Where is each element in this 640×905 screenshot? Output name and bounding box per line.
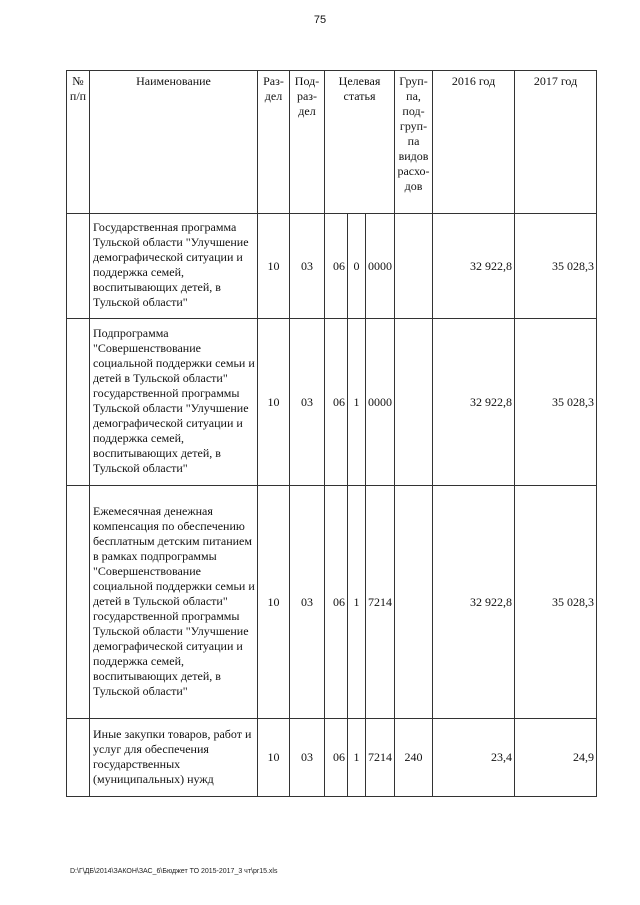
row-no-cell bbox=[67, 719, 90, 797]
row-section: 10 bbox=[258, 719, 290, 797]
row-2016: 32 922,8 bbox=[433, 214, 515, 319]
row-no-cell bbox=[67, 214, 90, 319]
row-subsection: 03 bbox=[290, 319, 325, 486]
row-name: Подпрограмма "Совершенствование социальной поддержки семьи и детей в Тульской области" государственной программы Тульской области "Улучшение демографической ситуации и поддержка семей, воспитывающих детей, в Тульской области" bbox=[90, 319, 258, 486]
row-2017: 24,9 bbox=[515, 719, 597, 797]
table-row bbox=[67, 719, 597, 797]
table-row bbox=[67, 214, 597, 319]
header-2017: 2017 год bbox=[515, 71, 597, 214]
header-group: Груп-па, под-груп-па видов расхо-дов bbox=[395, 71, 433, 214]
row-target-direction: 0000 bbox=[366, 214, 395, 319]
row-target-program: 06 bbox=[325, 486, 348, 719]
budget-table bbox=[66, 70, 597, 797]
row-subsection: 03 bbox=[290, 486, 325, 719]
row-group: 240 bbox=[395, 719, 433, 797]
page-number: 75 bbox=[313, 14, 327, 26]
header-no: № п/п bbox=[67, 71, 90, 214]
row-section: 10 bbox=[258, 486, 290, 719]
row-target-program: 06 bbox=[325, 719, 348, 797]
row-name: Ежемесячная денежная компенсация по обеспечению бесплатным детским питанием в рамках подпрограммы "Совершенствование социальной поддержки семьи и детей в Тульской области" государственной программы Тульской области "Улучшение демографической ситуации и поддержка семей, воспитывающих детей, в Тульской области" bbox=[90, 486, 258, 719]
row-group bbox=[395, 319, 433, 486]
row-target-direction: 0000 bbox=[366, 319, 395, 486]
row-target-program: 06 bbox=[325, 319, 348, 486]
row-target-subprogram: 1 bbox=[348, 486, 366, 719]
table-row bbox=[67, 486, 597, 719]
row-target-direction: 7214 bbox=[366, 486, 395, 719]
row-no-cell bbox=[67, 319, 90, 486]
row-subsection: 03 bbox=[290, 214, 325, 319]
row-section: 10 bbox=[258, 319, 290, 486]
row-2016: 32 922,8 bbox=[433, 319, 515, 486]
row-2017: 35 028,3 bbox=[515, 486, 597, 719]
header-subsection: Под-раз-дел bbox=[290, 71, 325, 214]
header-target: Целевая статья bbox=[325, 71, 395, 214]
row-2016: 23,4 bbox=[433, 719, 515, 797]
row-2016: 32 922,8 bbox=[433, 486, 515, 719]
row-2017: 35 028,3 bbox=[515, 319, 597, 486]
row-target-subprogram: 0 bbox=[348, 214, 366, 319]
header-name: Наименование bbox=[90, 71, 258, 214]
row-target-direction: 7214 bbox=[366, 719, 395, 797]
header-row bbox=[67, 71, 597, 214]
row-subsection: 03 bbox=[290, 719, 325, 797]
table-row bbox=[67, 319, 597, 486]
file-path-footer: D:\Г\ДБ\2014\ЗАКОН\ЗАС_6\Бюджет ТО 2015-2017_3 чт\pr15.xls bbox=[70, 868, 278, 875]
row-name: Государственная программа Тульской области "Улучшение демографической ситуации и поддержка семей, воспитывающих детей, в Тульской области" bbox=[90, 214, 258, 319]
row-group bbox=[395, 486, 433, 719]
header-2016: 2016 год bbox=[433, 71, 515, 214]
row-target-program: 06 bbox=[325, 214, 348, 319]
row-group bbox=[395, 214, 433, 319]
header-section: Раз-дел bbox=[258, 71, 290, 214]
row-2017: 35 028,3 bbox=[515, 214, 597, 319]
row-target-subprogram: 1 bbox=[348, 319, 366, 486]
row-name: Иные закупки товаров, работ и услуг для обеспечения государственных (муниципальных) нужд bbox=[90, 719, 258, 797]
row-target-subprogram: 1 bbox=[348, 719, 366, 797]
row-section: 10 bbox=[258, 214, 290, 319]
row-no-cell bbox=[67, 486, 90, 719]
